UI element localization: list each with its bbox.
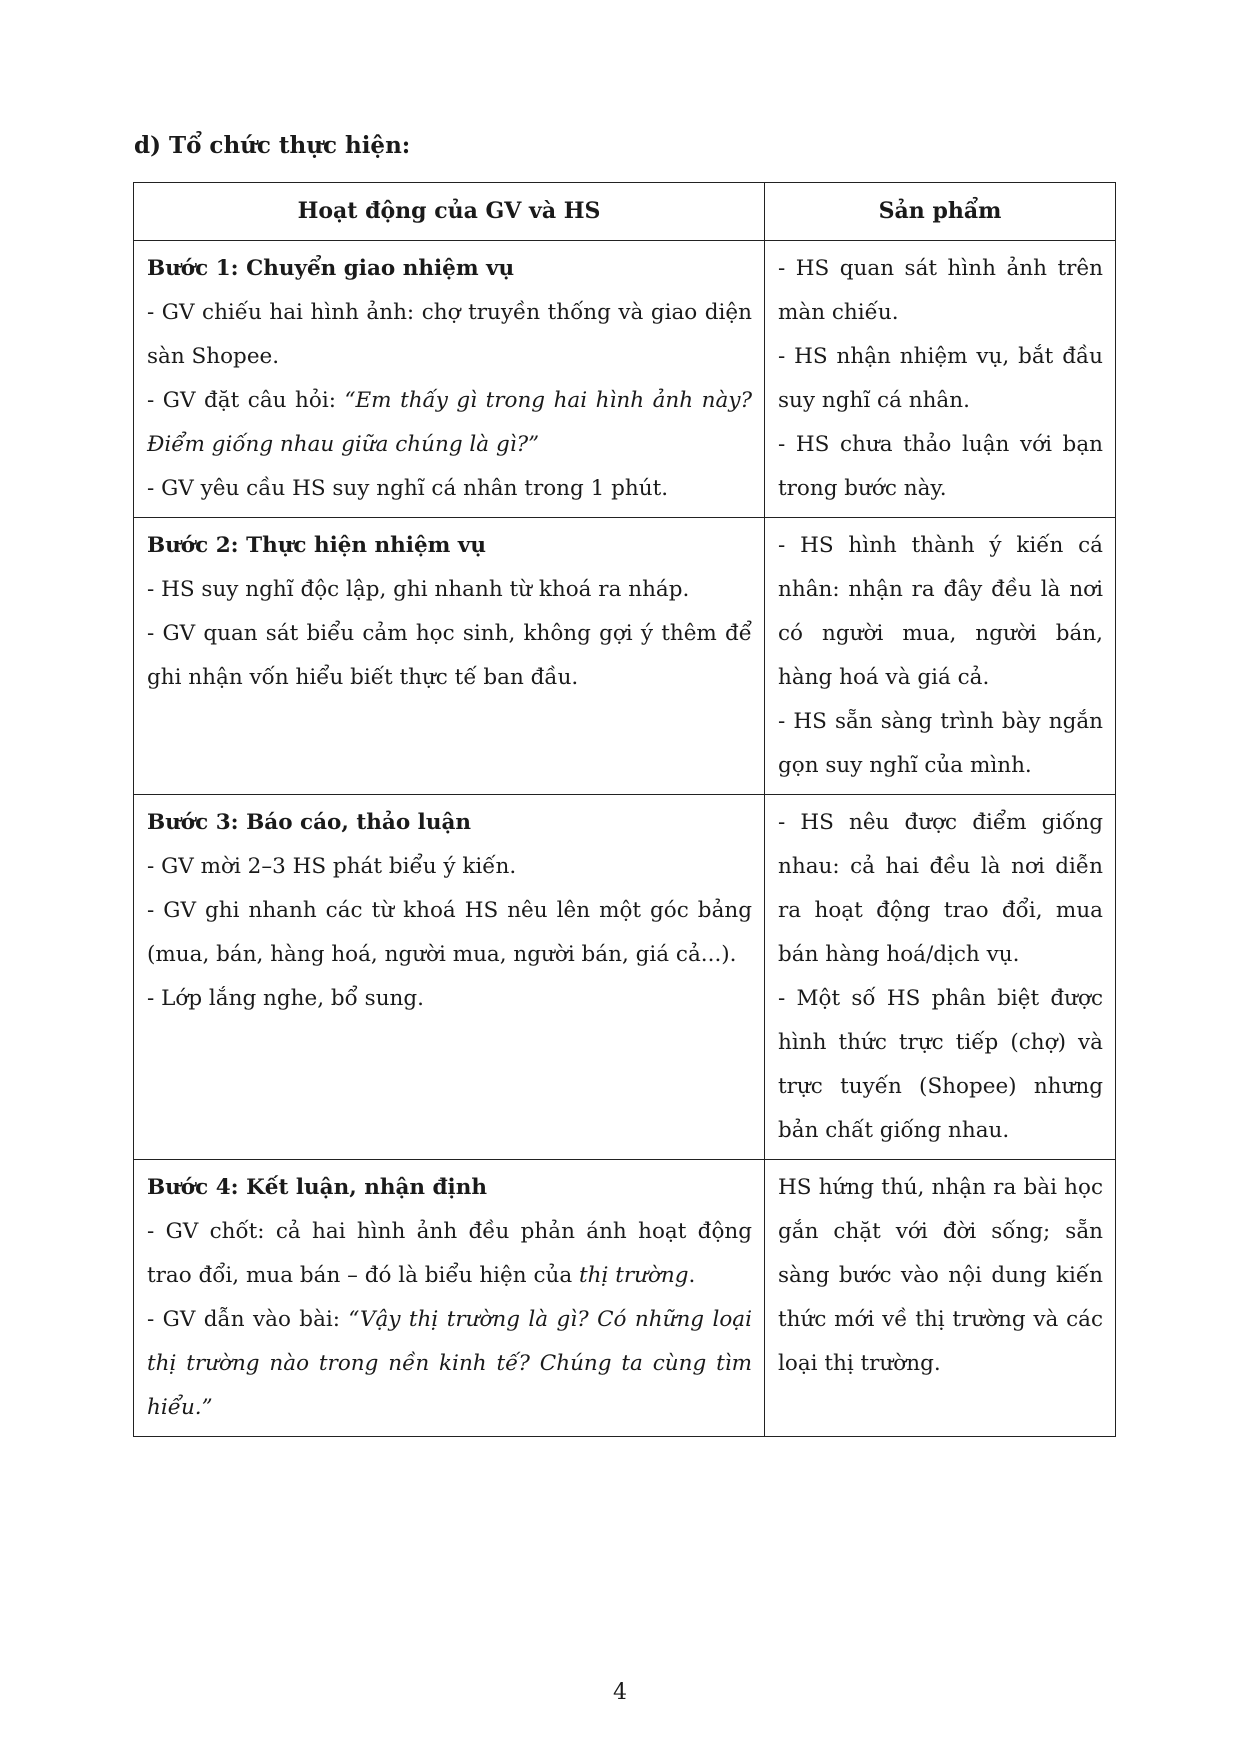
- product-cell: [765, 1160, 1116, 1437]
- activity-cell: [134, 241, 765, 518]
- quoted-question: “Vậy thị trường là gì? Có những loại thị trường nào trong nền kinh tế? Chúng ta cùng tìm hiểu.”: [147, 1307, 752, 1420]
- activity-line: - GV chốt: cả hai hình ảnh đều phản ánh hoạt động trao đổi, mua bán – đó là biểu hiện của thị trường.: [147, 1219, 752, 1288]
- activity-cell: [134, 1160, 765, 1437]
- section-heading: d) Tổ chức thực hiện:: [134, 132, 411, 159]
- activity-line: - Lớp lắng nghe, bổ sung.: [147, 986, 424, 1011]
- header-activities: Hoạt động của GV và HS: [134, 183, 765, 241]
- product-cell: [765, 241, 1116, 518]
- page-number: 4: [613, 1680, 627, 1705]
- activity-cell: [134, 795, 765, 1160]
- activity-line: - HS suy nghĩ độc lập, ghi nhanh từ khoá ra nháp.: [147, 577, 690, 602]
- activity-line: - GV dẫn vào bài: “Vậy thị trường là gì? Có những loại thị trường nào trong nền kinh tế? Chúng ta cùng tìm hiểu.”: [147, 1307, 752, 1420]
- product-line: HS hứng thú, nhận ra bài học gắn chặt với đời sống; sẵn sàng bước vào nội dung kiến thức mới về thị trường và các loại thị trường.: [778, 1175, 1103, 1376]
- product-line: - HS nêu được điểm giống nhau: cả hai đều là nơi diễn ra hoạt động trao đổi, mua bán hàng hoá/dịch vụ.: [778, 810, 1103, 967]
- table-row: [134, 1160, 1116, 1437]
- product-line: - HS nhận nhiệm vụ, bắt đầu suy nghĩ cá nhân.: [778, 344, 1103, 413]
- step-title: Bước 4: Kết luận, nhận định: [147, 1175, 487, 1200]
- header-products: Sản phẩm: [765, 183, 1116, 241]
- quoted-question: “Em thấy gì trong hai hình ảnh này? Điểm giống nhau giữa chúng là gì?”: [147, 388, 752, 457]
- activity-line: - GV mời 2–3 HS phát biểu ý kiến.: [147, 854, 517, 879]
- activity-cell: [134, 518, 765, 795]
- table-row: [134, 518, 1116, 795]
- activity-line: - GV quan sát biểu cảm học sinh, không gợi ý thêm để ghi nhận vốn hiểu biết thực tế ban đầu.: [147, 621, 752, 690]
- activity-line: - GV yêu cầu HS suy nghĩ cá nhân trong 1 phút.: [147, 476, 669, 501]
- table-row: [134, 795, 1116, 1160]
- term-thi-truong: thị trường: [579, 1263, 689, 1288]
- step-title: Bước 2: Thực hiện nhiệm vụ: [147, 533, 487, 558]
- product-line: - HS sẵn sàng trình bày ngắn gọn suy nghĩ của mình.: [778, 709, 1103, 778]
- product-cell: [765, 795, 1116, 1160]
- activity-line: - GV chiếu hai hình ảnh: chợ truyền thống và giao diện sàn Shopee.: [147, 300, 752, 369]
- product-line: - HS quan sát hình ảnh trên màn chiếu.: [778, 256, 1103, 325]
- product-line: - HS chưa thảo luận với bạn trong bước này.: [778, 432, 1103, 501]
- table-row: [134, 241, 1116, 518]
- product-line: - Một số HS phân biệt được hình thức trực tiếp (chợ) và trực tuyến (Shopee) nhưng bản chất giống nhau.: [778, 986, 1103, 1143]
- table-header-row: [134, 183, 1116, 241]
- product-cell: [765, 518, 1116, 795]
- activity-line: - GV đặt câu hỏi: “Em thấy gì trong hai hình ảnh này? Điểm giống nhau giữa chúng là gì?”: [147, 388, 752, 457]
- activity-line: - GV ghi nhanh các từ khoá HS nêu lên một góc bảng (mua, bán, hàng hoá, người mua, người bán, giá cả...).: [147, 898, 752, 967]
- step-title: Bước 1: Chuyển giao nhiệm vụ: [147, 256, 515, 281]
- product-line: - HS hình thành ý kiến cá nhân: nhận ra đây đều là nơi có người mua, người bán, hàng hoá và giá cả.: [778, 533, 1103, 690]
- step-title: Bước 3: Báo cáo, thảo luận: [147, 810, 472, 835]
- activity-table: [133, 182, 1116, 1437]
